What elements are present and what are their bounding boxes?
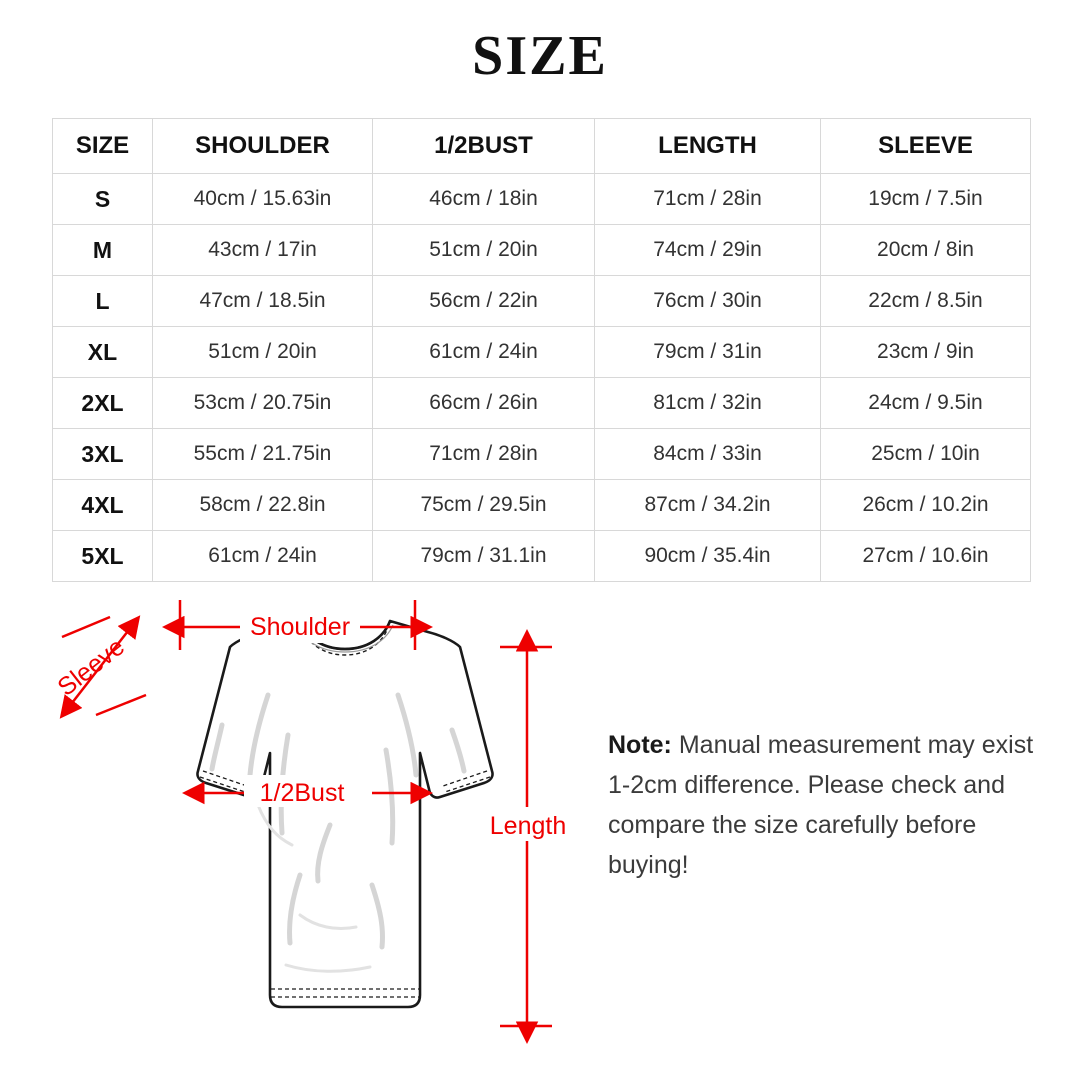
cell-size: M: [53, 225, 153, 276]
page-title: SIZE: [472, 25, 608, 87]
column-header-sleeve: SLEEVE: [821, 119, 1031, 174]
cell-length: 74cm / 29in: [595, 225, 821, 276]
cell-sleeve: 24cm / 9.5in: [821, 378, 1031, 429]
length-label: Length: [489, 812, 567, 840]
cell-bust: 71cm / 28in: [373, 429, 595, 480]
length-measure-annotation: [484, 647, 572, 1026]
cell-sleeve: 27cm / 10.6in: [821, 531, 1031, 582]
table-header-row: [53, 119, 1031, 174]
table-row: [53, 174, 1031, 225]
column-header-bust: 1/2BUST: [373, 119, 595, 174]
cell-size: 4XL: [53, 480, 153, 531]
cell-sleeve: 20cm / 8in: [821, 225, 1031, 276]
cell-shoulder: 43cm / 17in: [153, 225, 373, 276]
table-row: [53, 225, 1031, 276]
cell-bust: 61cm / 24in: [373, 327, 595, 378]
cell-shoulder: 47cm / 18.5in: [153, 276, 373, 327]
cell-shoulder: 61cm / 24in: [153, 531, 373, 582]
size-chart-table-container: [52, 118, 1030, 582]
cell-length: 79cm / 31in: [595, 327, 821, 378]
column-header-shoulder: SHOULDER: [153, 119, 373, 174]
cell-shoulder: 53cm / 20.75in: [153, 378, 373, 429]
note-text: [608, 725, 1038, 885]
cell-sleeve: 23cm / 9in: [821, 327, 1031, 378]
shoulder-label: Shoulder: [249, 613, 351, 641]
table-row: [53, 429, 1031, 480]
table-row: [53, 480, 1031, 531]
column-header-length: LENGTH: [595, 119, 821, 174]
cell-shoulder: 40cm / 15.63in: [153, 174, 373, 225]
sleeve-label: Sleeve: [52, 632, 130, 702]
cell-bust: 56cm / 22in: [373, 276, 595, 327]
note-body: Manual measurement may exist 1-2cm difference. Please check and compare the size carefully before buying!: [608, 731, 1034, 879]
tshirt-illustration: [197, 621, 492, 1007]
cell-shoulder: 58cm / 22.8in: [153, 480, 373, 531]
bust-label: 1/2Bust: [259, 779, 345, 807]
cell-sleeve: 19cm / 7.5in: [821, 174, 1031, 225]
cell-length: 90cm / 35.4in: [595, 531, 821, 582]
cell-length: 81cm / 32in: [595, 378, 821, 429]
table-row: [53, 276, 1031, 327]
cell-bust: 79cm / 31.1in: [373, 531, 595, 582]
table-row: [53, 327, 1031, 378]
cell-size: S: [53, 174, 153, 225]
cell-bust: 75cm / 29.5in: [373, 480, 595, 531]
note-label: Note:: [608, 731, 672, 759]
cell-bust: 66cm / 26in: [373, 378, 595, 429]
cell-size: 2XL: [53, 378, 153, 429]
cell-shoulder: 51cm / 20in: [153, 327, 373, 378]
table-row: [53, 378, 1031, 429]
cell-size: L: [53, 276, 153, 327]
cell-size: 3XL: [53, 429, 153, 480]
column-header-size: SIZE: [53, 119, 153, 174]
cell-sleeve: 25cm / 10in: [821, 429, 1031, 480]
table-row: [53, 531, 1031, 582]
cell-length: 71cm / 28in: [595, 174, 821, 225]
cell-length: 76cm / 30in: [595, 276, 821, 327]
size-chart-table: [52, 118, 1031, 582]
cell-length: 84cm / 33in: [595, 429, 821, 480]
cell-size: 5XL: [53, 531, 153, 582]
cell-sleeve: 26cm / 10.2in: [821, 480, 1031, 531]
cell-bust: 51cm / 20in: [373, 225, 595, 276]
cell-length: 87cm / 34.2in: [595, 480, 821, 531]
cell-size: XL: [53, 327, 153, 378]
sleeve-measure-annotation: [52, 617, 146, 715]
cell-sleeve: 22cm / 8.5in: [821, 276, 1031, 327]
cell-bust: 46cm / 18in: [373, 174, 595, 225]
cell-shoulder: 55cm / 21.75in: [153, 429, 373, 480]
